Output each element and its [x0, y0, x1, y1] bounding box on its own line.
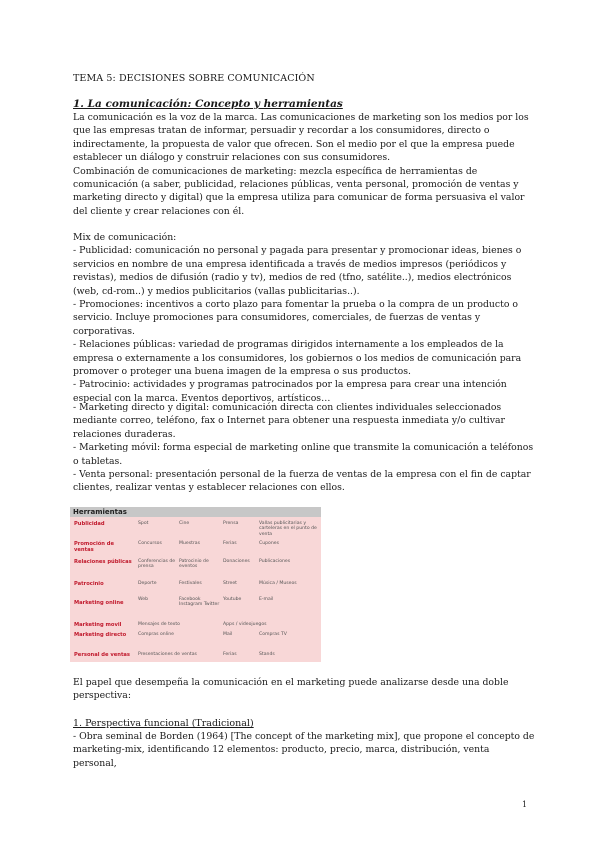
- row-label: Personal de ventas: [74, 652, 131, 658]
- row-label: Promoción de ventas: [74, 541, 115, 553]
- page-number: 1: [522, 800, 528, 809]
- section-heading: 1. La comunicación: Concepto y herramientas: [73, 98, 343, 110]
- borden-paragraph: - Obra seminal de Borden (1964) [The concept of the marketing mix], que propone el concepto de marketing-mix, identificando 12 elementos: producto, precio, marca, distribución, venta personal,: [73, 731, 535, 769]
- table-cell: Conferencias de prensa: [138, 559, 176, 570]
- table-cell: Ferias: [223, 652, 237, 657]
- mix-item-relaciones: - Relaciones públicas: variedad de programas dirigidos internamente a los empleados de la empresa o externamente a los consumidores, los gobiernos o los medios de comunicación para promover o proteger una buena imagen de la empresa o sus productos.: [73, 339, 522, 378]
- table-cell: E-mail: [259, 597, 274, 602]
- table-cell: Mensajes de texto: [138, 622, 180, 627]
- mix-item-venta-personal: - Venta personal: presentación personal de la fuerza de ventas de la empresa con el fin de captar clientes, realizar ventas y establecer relaciones con ellos.: [73, 469, 531, 494]
- table-cell: Música / Museos: [259, 581, 297, 586]
- table-cell: Facebook Instagram Twitter: [179, 597, 220, 608]
- tools-table-title: Herramientas: [70, 507, 321, 517]
- table-cell: Donaciones: [223, 559, 250, 564]
- table-cell: Web: [138, 597, 149, 602]
- mix-item-patrocinio: - Patrocinio: actividades y programas patrocinados por la empresa para crear una intención especial con la marca. Eventos deportivos, artísticos…: [73, 379, 507, 404]
- row-label: Publicidad: [74, 521, 105, 527]
- mix-item-marketing-directo: - Marketing directo y digital: comunicación directa con clientes individuales seleccionados mediante correo, teléfono, fax o Internet para obtener una respuesta inmediata y/o cultivar relaciones duraderas.: [73, 402, 505, 440]
- mix-item-promociones: - Promociones: incentivos a corto plazo para fomentar la prueba o la compra de un producto o servicio. Incluye promociones para consumidores, comerciales, de fuerzas de ventas y corporativas.: [73, 299, 518, 337]
- table-cell: Publicaciones: [259, 559, 291, 564]
- row-label: Marketing online: [74, 600, 124, 606]
- table-cell: Deporte: [138, 581, 157, 586]
- mix-heading: Mix de comunicación:: [73, 232, 177, 243]
- table-cell: Festivales: [179, 581, 202, 586]
- row-label: Marketing directo: [74, 632, 127, 638]
- perspective-paragraph: El papel que desempeña la comunicación en el marketing puede analizarse desde una doble perspectiva:: [73, 677, 509, 702]
- table-cell: Prensa: [223, 521, 239, 526]
- perspective-intro: [73, 676, 535, 703]
- table-cell: Spot: [138, 521, 149, 526]
- table-cell: Ferias: [223, 541, 237, 546]
- table-cell: Apps / videojuegos: [223, 622, 267, 627]
- functional-block: [73, 730, 535, 770]
- table-cell: Compras online: [138, 632, 174, 637]
- document-title: TEMA 5: DECISIONES SOBRE COMUNICACIÓN: [73, 73, 315, 84]
- table-cell: Mail: [223, 632, 233, 637]
- table-cell: Compras TV: [259, 632, 287, 637]
- intro-block: [73, 111, 535, 218]
- table-cell: Cine: [179, 521, 190, 526]
- mix-block: [73, 231, 535, 405]
- row-label: Relaciones públicas: [74, 559, 132, 565]
- table-cell: Vallas publicitarias y carteleras en el punto de venta: [259, 521, 317, 537]
- combination-paragraph: Combinación de comunicaciones de marketing: mezcla específica de herramientas de comunicación (a saber, publicidad, relaciones públicas, venta personal, promoción de ventas y marketing directo y digital) que la empresa utiliza para comunicar de forma persuasiva el valor del cliente y crear relaciones con él.: [73, 165, 525, 217]
- table-cell: Muestras: [179, 541, 200, 546]
- intro-paragraph: La comunicación es la voz de la marca. Las comunicaciones de marketing son los medios por los que las empresas tratan de informar, persuadir y recordar a los consumidores, directo o indirectamente, la propuesta de valor que ofrecen. Son el medio por el que la empresa puede establecer un diálogo y construir relaciones con sus consumidores.: [73, 112, 529, 164]
- mix-block-2: [73, 401, 535, 495]
- row-label: Patrocinio: [74, 581, 104, 587]
- table-cell: Presentaciones de ventas: [138, 652, 197, 657]
- subsection-heading: 1. Perspectiva funcional (Tradicional): [73, 718, 254, 729]
- table-cell: Stands: [259, 652, 275, 657]
- table-cell: Patrocinio de eventos: [179, 559, 209, 570]
- row-label: Marketing movil: [74, 622, 122, 628]
- mix-item-publicidad: - Publicidad: comunicación no personal y pagada para presentar y promocionar ideas, bienes o servicios en nombre de una empresa identificada a través de medios impresos (periódicos y revistas), medios de difusión (radio y tv), medios de red (tfno, satélite..), medios electrónicos (web, cd-rom..) y medios publicitarios (vallas publicitarias..).: [73, 245, 522, 297]
- mix-item-marketing-movil: - Marketing móvil: forma especial de marketing online que transmite la comunicación a teléfonos o tabletas.: [73, 442, 534, 467]
- table-cell: Street: [223, 581, 237, 586]
- table-cell: Concursos: [138, 541, 162, 546]
- table-cell: Cupones: [259, 541, 279, 546]
- table-cell: Youtube: [223, 597, 242, 602]
- tools-table: [70, 507, 321, 662]
